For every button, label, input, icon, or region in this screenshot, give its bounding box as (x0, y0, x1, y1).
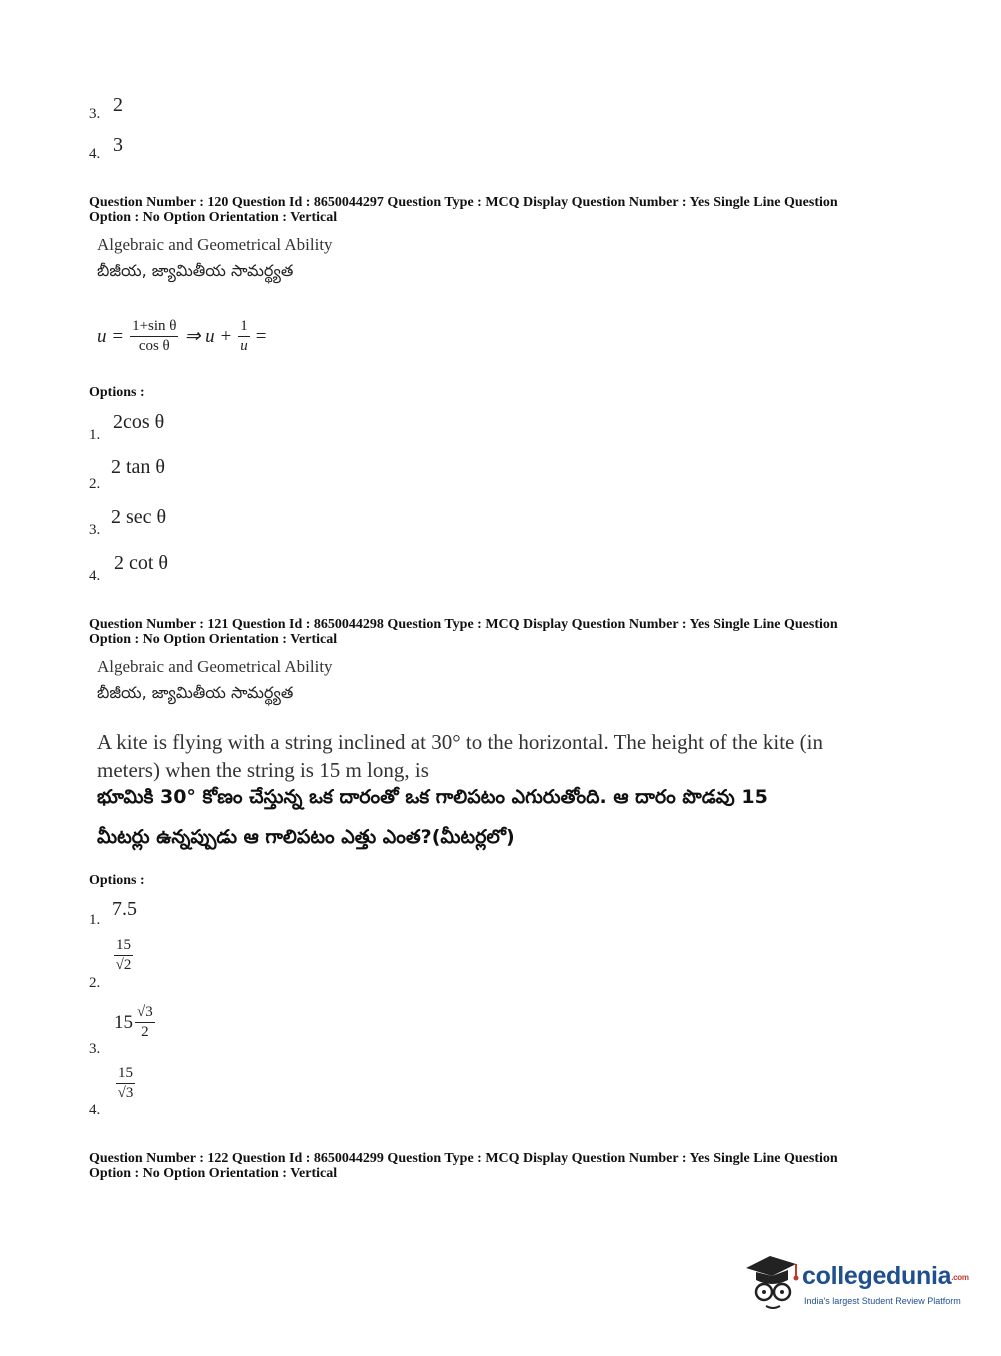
option-value: 2cos θ (113, 411, 165, 433)
logo-tagline: India's largest Student Review Platform (804, 1296, 961, 1306)
question-meta (89, 195, 909, 225)
logo-brand (802, 1262, 969, 1291)
fraction-numerator: 1+sin θ (130, 318, 178, 337)
subject-telugu: బీజీయ, జ్యామితీయ సామర్థ్యత (97, 261, 294, 280)
question-text-telugu-line: మీటర్లు ఉన్నప్పుడు ఆ గాలిపటం ఎత్తు ఎంత?(మీటర్లలో) (97, 826, 515, 848)
option-number: 4. (89, 568, 101, 584)
logo-suffix: .com (951, 1272, 969, 1282)
question-text-line: meters) when the string is 15 m long, is (97, 758, 429, 782)
fraction-denominator: √2 (115, 957, 132, 973)
question-meta (89, 1151, 909, 1181)
question-text-telugu-line: భూమికి 30° కోణం చేస్తున్న ఒక దారంతో ఒక గాలిపటం ఎగురుతోంది. ఆ దారం పొడవు 15 (97, 786, 768, 808)
question-meta-line: Question Number : 120 Question Id : 8650044297 Question Type : MCQ Display Question Number : Yes Single Line Question (89, 195, 838, 210)
options-label: Options : (89, 385, 145, 400)
option-fraction (135, 1004, 155, 1041)
question-meta-line: Question Number : 122 Question Id : 8650044299 Question Type : MCQ Display Question Number : Yes Single Line Question (89, 1151, 838, 1166)
fraction-denominator: u (240, 338, 248, 354)
option-number: 4. (89, 1102, 101, 1118)
option-number: 3. (89, 522, 101, 538)
mixed-whole: 15 (114, 1011, 133, 1033)
option-fraction (114, 937, 133, 974)
option-number: 3. (89, 1041, 101, 1057)
fraction-numerator: 15 (116, 1065, 135, 1084)
option-number: 2. (89, 975, 101, 991)
formula-lhs: u = (97, 325, 125, 347)
mascot-icon (742, 1250, 800, 1312)
option-value: 2 tan θ (111, 456, 166, 478)
fraction-denominator: cos θ (138, 338, 170, 354)
subject-english: Algebraic and Geometrical Ability (97, 235, 333, 254)
option-value: 7.5 (112, 898, 137, 920)
collegedunia-logo[interactable] (742, 1250, 972, 1314)
formula-arrow: ⇒ u + (184, 326, 233, 347)
fraction-denominator: 2 (141, 1024, 149, 1040)
formula-tail: = (255, 325, 267, 347)
option-number: 3. (89, 106, 101, 122)
question-meta-line: Option : No Option Orientation : Vertical (89, 632, 338, 647)
option-value: 3 (113, 134, 123, 156)
formula-fraction (238, 318, 250, 355)
formula-fraction (130, 318, 178, 355)
subject-telugu: బీజీయ, జ్యామితీయ సామర్థ్యత (97, 683, 294, 702)
question-text-english (97, 728, 897, 784)
question-formula (97, 318, 266, 355)
question-meta-line: Option : No Option Orientation : Vertical (89, 1166, 338, 1181)
subject-english: Algebraic and Geometrical Ability (97, 657, 333, 676)
fraction-numerator: 15 (114, 937, 133, 956)
option-value (116, 1065, 135, 1102)
option-value (114, 1004, 155, 1041)
question-meta (89, 617, 909, 647)
option-value: 2 sec θ (111, 506, 167, 528)
options-label: Options : (89, 873, 145, 888)
option-value: 2 (113, 94, 123, 116)
option-number: 4. (89, 146, 101, 162)
option-fraction (116, 1065, 135, 1102)
logo-brand-name: collegedunia (802, 1262, 952, 1290)
option-number: 1. (89, 912, 101, 928)
option-number: 1. (89, 427, 101, 443)
option-value (114, 937, 133, 974)
question-meta-line: Question Number : 121 Question Id : 8650044298 Question Type : MCQ Display Question Number : Yes Single Line Question (89, 617, 838, 632)
option-value: 2 cot θ (114, 552, 169, 574)
question-text-line: A kite is flying with a string inclined at 30° to the horizontal. The height of the kite (in (97, 730, 823, 754)
fraction-numerator: 1 (238, 318, 250, 337)
fraction-denominator: √3 (117, 1085, 134, 1101)
question-meta-line: Option : No Option Orientation : Vertical (89, 210, 338, 225)
option-number: 2. (89, 476, 101, 492)
fraction-numerator: √3 (135, 1004, 155, 1023)
